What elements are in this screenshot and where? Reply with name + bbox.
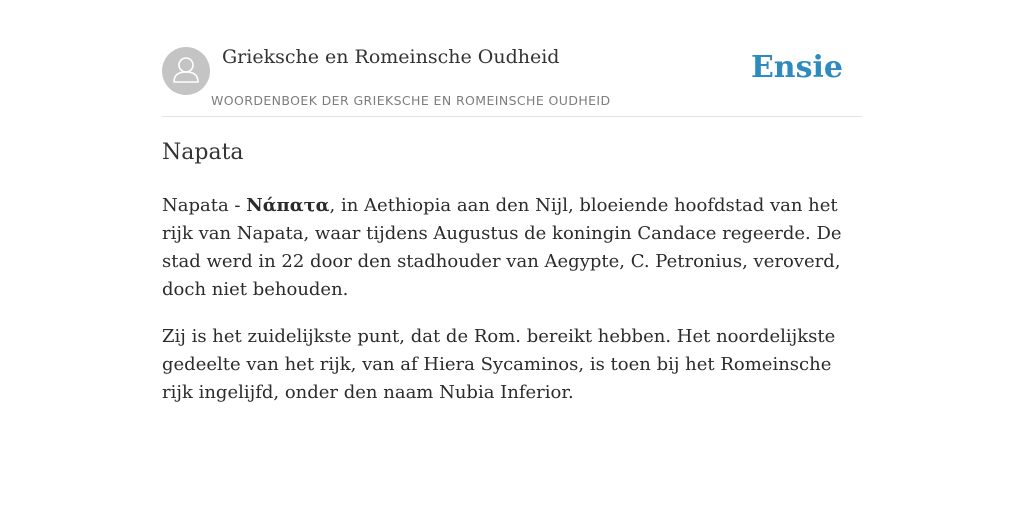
ensie-logo[interactable]: Ensie: [750, 50, 843, 85]
source-title[interactable]: Grieksche en Romeinsche Oudheid: [222, 46, 560, 68]
source-subtitle: WOORDENBOEK DER GRIEKSCHE EN ROMEINSCHE OUDHEID: [211, 93, 611, 108]
entry-title: Napata: [162, 140, 244, 165]
entry-lead: Napata -: [162, 195, 247, 216]
entry-paragraph: [162, 192, 862, 304]
entry-text: , in Aethiopia aan den Nijl, bloeiende hoofdstad van het rijk van Napata, waar tijdens Augustus de koningin Candace regeerde. De stad werd in 22 door den stadhouder van Aegypte, C. Petronius, veroverd, doch niet behouden.: [162, 195, 842, 300]
entry-body: [162, 192, 862, 426]
user-icon[interactable]: [162, 47, 210, 95]
greek-term: Νάπατα: [246, 195, 330, 216]
entry-paragraph: Zij is het zuidelijkste punt, dat de Rom. bereikt hebben. Het noordelijkste gedeelte van het rijk, van af Hiera Sycaminos, is toen bij het Romeinsche rijk ingelijfd, onder den naam Nubia Inferior.: [162, 326, 836, 403]
source-header: [162, 0, 862, 117]
page: [162, 0, 862, 403]
